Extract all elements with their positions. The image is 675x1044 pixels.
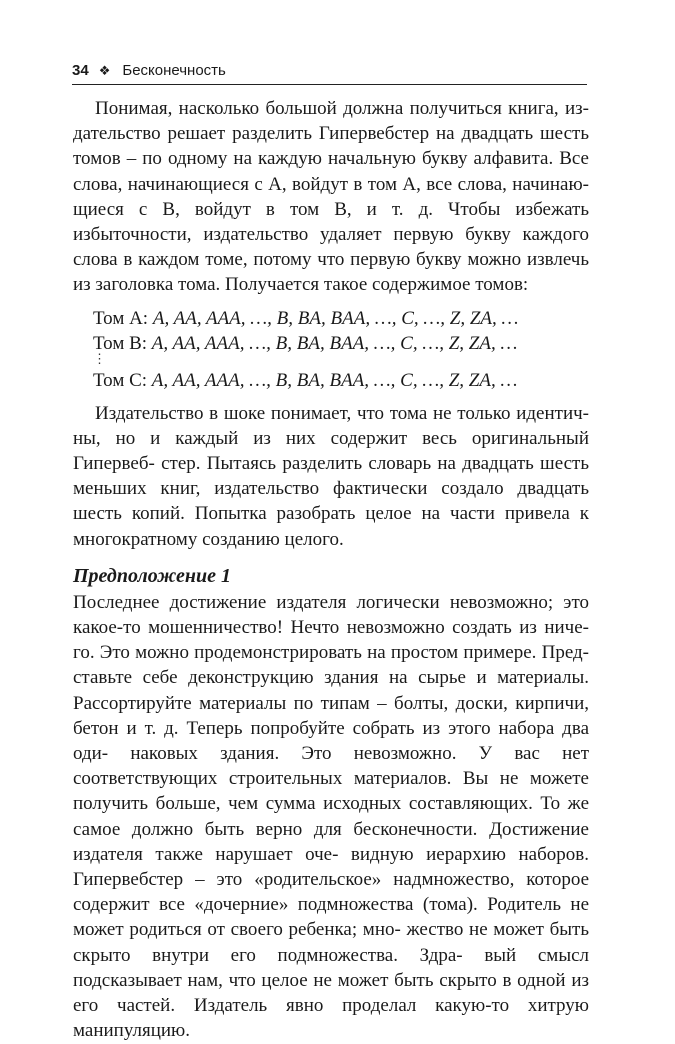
paragraph-intro: Понимая, насколько большой должна получиться книга, из- дательство решает разделить Гипервебстер на двадцать шесть томов – по одному на каждую начальную букву алфавита. Все слова, начинающиеся с A, войдут в том A, все слова, начинаю- щиеся с B, войдут в том B, и т. д. Чтобы избежать избыточности, издательство удаляет первую букву каждого слова в каждом томе, потому что первую букву можно извлечь из заголовка тома. Получается такое содержимое томов: [73,98,590,296]
volume-line-b: Том B: A, AA, AAA, …, B, BA, BAA, …, C, …, Z, ZA, … [93,332,518,354]
page-body [73,96,589,1044]
volume-line-c: Том C: A, AA, AAA, …, B, BA, BAA, …, C, …, Z, ZA, … [93,369,518,391]
running-title: Бесконечность [122,62,226,79]
volume-line-a: Том A: A, AA, AAA, …, B, BA, BAA, …, C, …, Z, ZA, … [93,307,519,329]
page-number: 34 [72,62,89,79]
section-heading: Предположение 1 [73,564,232,587]
paragraph-assumption: Последнее достижение издателя логически невозможно; это какое-то мошенничество! Нечто невозможно создать из ниче- го. Это можно продемонстрировать на простом примере. Пред- ставьте себе деконструкцию здания на сырье и материалы. Рассортируйте материалы по типам – болты, доски, кирпичи, бетон и т. д. Теперь попробуйте собрать из этого набора два оди- наковых здания. Это невозможно. У вас нет соответствующих строительных материалов. Вы не можете получить больше, чем сумма исходных составляющих. То же самое должно быть верно для бесконечности. Достижение издателя также нарушает оче- видную иерархию наборов. Гипервебстер – это «родительское» надмножество, которое содержит все «дочерние» подмножества (тома). Родитель не может родиться от своего ребенка; мно- жество не может быть скрыто внутри его подмножества. Здра- вый смысл подсказывает нам, что целое не может быть скрыто в одной из его частей. Издатель явно проделал какую-то хитрую манипуляцию. [73,591,590,1042]
paragraph-shock: Издательство в шоке понимает, что тома не только идентич- ны, но и каждый из них содержит весь оригинальный Гипервеб- стер. Пытаясь разделить словарь на двадцать шесть меньших книг, издательство фактически создало двадцать шесть копий. Попытка разобрать целое на части привела к многократному созданию целого. [73,402,590,550]
vertical-ellipsis: ⋮ [93,350,106,366]
running-header [72,58,587,85]
ornament-icon: ❖ [98,63,111,78]
